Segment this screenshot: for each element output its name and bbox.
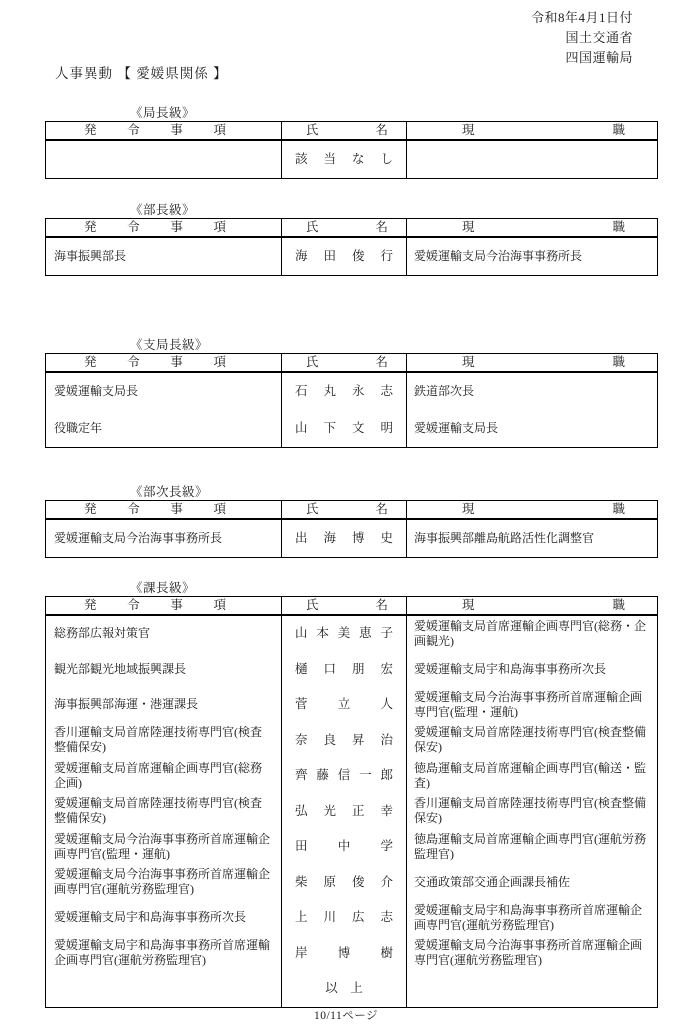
table-row bbox=[46, 794, 657, 830]
name-cell: 該 当 な し bbox=[281, 141, 406, 178]
table-row bbox=[46, 865, 657, 901]
assignment-cell: 愛媛運輸支局首席運輸企画専門官(総務企画) bbox=[54, 760, 262, 790]
column-header-current: 現 職 bbox=[406, 354, 657, 373]
current-position-cell: 交通政策部交通企画課長補佐 bbox=[406, 865, 657, 901]
column-header-current: 現 職 bbox=[406, 501, 657, 520]
assignment-cell: 愛媛運輸支局宇和島海事事務所次長 bbox=[54, 910, 247, 925]
document-header bbox=[531, 8, 633, 68]
table-row bbox=[46, 373, 657, 410]
current-position-cell: 愛媛運輸支局今治海事事務所長 bbox=[406, 238, 657, 275]
column-header-name: 氏 名 bbox=[281, 122, 406, 141]
personnel-section bbox=[45, 485, 658, 558]
current-position-cell: 愛媛運輸支局長 bbox=[406, 410, 657, 447]
column-header-assignment: 発 令 事 項 bbox=[46, 501, 281, 520]
assignment-cell: 愛媛運輸支局長 bbox=[54, 384, 139, 398]
table-body bbox=[46, 238, 657, 275]
name-cell: 石 丸 永 志 bbox=[281, 373, 406, 410]
name-cell: 以 上 bbox=[281, 971, 406, 1007]
column-header-name: 氏 名 bbox=[281, 354, 406, 373]
table-row bbox=[46, 936, 657, 972]
personnel-table bbox=[45, 353, 658, 448]
table-row bbox=[46, 971, 657, 1007]
current-position-cell: 徳島運輸支局首席運輸企画専門官(運航労務監理官) bbox=[406, 829, 657, 865]
assignment-cell: 役職定年 bbox=[54, 421, 103, 435]
table-header-row bbox=[46, 122, 657, 141]
column-header-assignment: 発 令 事 項 bbox=[46, 219, 281, 238]
table-body bbox=[46, 520, 657, 557]
column-header-name: 氏 名 bbox=[281, 219, 406, 238]
current-position-cell: 愛媛運輸支局首席陸運技術専門官(検査整備保安) bbox=[406, 723, 657, 759]
column-header-name: 氏 名 bbox=[281, 501, 406, 520]
header-bureau: 四国運輸局 bbox=[565, 50, 633, 65]
assignment-cell bbox=[46, 971, 281, 1007]
current-position-cell: 愛媛運輸支局今治海事事務所首席運輸企画専門官(運航労務監理官) bbox=[406, 936, 657, 972]
table-header-row bbox=[46, 501, 657, 520]
personnel-table bbox=[45, 500, 658, 558]
current-position-cell: 香川運輸支局首席陸運技術専門官(検査整備保安) bbox=[406, 794, 657, 830]
name-cell: 樋 口 朋 宏 bbox=[281, 652, 406, 688]
table-row bbox=[46, 616, 657, 652]
table-row bbox=[46, 141, 657, 178]
table-row bbox=[46, 723, 657, 759]
section-label: 《課長級》 bbox=[130, 581, 196, 595]
current-position-cell: 愛媛運輸支局宇和島海事事務所次長 bbox=[406, 652, 657, 688]
name-cell: 山 下 文 明 bbox=[281, 410, 406, 447]
page-title: 人事異動 【 愛媛県関係 】 bbox=[55, 66, 228, 81]
page-footer: 10/11ページ bbox=[313, 1010, 379, 1022]
table-row bbox=[46, 410, 657, 447]
table-row bbox=[46, 687, 657, 723]
header-ministry: 国土交通省 bbox=[565, 30, 633, 45]
table-body bbox=[46, 373, 657, 447]
assignment-cell: 香川運輸支局首席陸運技術専門官(検査整備保安) bbox=[54, 725, 262, 755]
table-row bbox=[46, 900, 657, 936]
table-body bbox=[46, 141, 657, 178]
personnel-section bbox=[45, 338, 658, 448]
current-position-cell bbox=[406, 141, 657, 178]
current-position-cell: 愛媛運輸支局首席運輸企画専門官(総務・企画観光) bbox=[406, 616, 657, 652]
name-cell: 菅 立 人 bbox=[281, 687, 406, 723]
section-label: 《部次長級》 bbox=[130, 485, 209, 499]
current-position-cell: 徳島運輸支局首席運輸企画専門官(輸送・監査) bbox=[406, 758, 657, 794]
name-cell: 上 川 広 志 bbox=[281, 900, 406, 936]
section-label: 《局長級》 bbox=[130, 106, 196, 120]
personnel-section bbox=[45, 581, 658, 1008]
current-position-cell: 海事振興部離島航路活性化調整官 bbox=[406, 520, 657, 557]
table-row bbox=[46, 238, 657, 275]
section-label: 《部長級》 bbox=[130, 203, 196, 217]
assignment-cell: 愛媛運輸支局首席陸運技術専門官(検査整備保安) bbox=[54, 796, 262, 826]
column-header-assignment: 発 令 事 項 bbox=[46, 597, 281, 616]
column-header-name: 氏 名 bbox=[281, 597, 406, 616]
name-cell: 出 海 博 史 bbox=[281, 520, 406, 557]
column-header-assignment: 発 令 事 項 bbox=[46, 122, 281, 141]
section-label: 《支局長級》 bbox=[130, 338, 209, 352]
assignment-cell bbox=[46, 141, 281, 178]
name-cell: 奈 良 昇 治 bbox=[281, 723, 406, 759]
name-cell: 柴 原 俊 介 bbox=[281, 865, 406, 901]
assignment-cell: 総務部広報対策官 bbox=[54, 626, 151, 641]
table-body bbox=[46, 616, 657, 1007]
current-position-cell bbox=[406, 971, 657, 1007]
table-row bbox=[46, 520, 657, 557]
personnel-table bbox=[45, 218, 658, 276]
header-date: 令和8年4月1日付 bbox=[530, 10, 633, 25]
table-header-row bbox=[46, 219, 657, 238]
personnel-section bbox=[45, 203, 658, 276]
personnel-table bbox=[45, 596, 658, 1008]
column-header-current: 現 職 bbox=[406, 219, 657, 238]
column-header-current: 現 職 bbox=[406, 597, 657, 616]
table-row bbox=[46, 652, 657, 688]
assignment-cell: 愛媛運輸支局今治海事事務所首席運輸企画専門官(運航労務監理官) bbox=[54, 867, 271, 897]
name-cell: 齊 藤 信 一 郎 bbox=[281, 758, 406, 794]
name-cell: 山 本 美 恵 子 bbox=[281, 616, 406, 652]
name-cell: 弘 光 正 幸 bbox=[281, 794, 406, 830]
name-cell: 岸 博 樹 bbox=[281, 936, 406, 972]
personnel-table bbox=[45, 121, 658, 179]
current-position-cell: 鉄道部次長 bbox=[406, 373, 657, 410]
column-header-current: 現 職 bbox=[406, 122, 657, 141]
name-cell: 海 田 俊 行 bbox=[281, 238, 406, 275]
assignment-cell: 愛媛運輸支局今治海事事務所長 bbox=[54, 531, 223, 545]
table-header-row bbox=[46, 354, 657, 373]
table-header-row bbox=[46, 597, 657, 616]
name-cell: 田 中 学 bbox=[281, 829, 406, 865]
current-position-cell: 愛媛運輸支局今治海事事務所首席運輸企画専門官(監理・運航) bbox=[406, 687, 657, 723]
assignment-cell: 愛媛運輸支局宇和島海事事務所首席運輸企画専門官(運航労務監理官) bbox=[54, 938, 271, 968]
assignment-cell: 観光部観光地域振興課長 bbox=[54, 661, 187, 676]
column-header-assignment: 発 令 事 項 bbox=[46, 354, 281, 373]
assignment-cell: 愛媛運輸支局今治海事事務所首席運輸企画専門官(監理・運航) bbox=[54, 831, 271, 861]
current-position-cell: 愛媛運輸支局宇和島海事事務所首席運輸企画専門官(運航労務監理官) bbox=[406, 900, 657, 936]
table-row bbox=[46, 758, 657, 794]
assignment-cell: 海事振興部海運・港運課長 bbox=[54, 697, 199, 712]
personnel-section bbox=[45, 106, 658, 179]
table-row bbox=[46, 829, 657, 865]
assignment-cell: 海事振興部長 bbox=[54, 249, 127, 263]
